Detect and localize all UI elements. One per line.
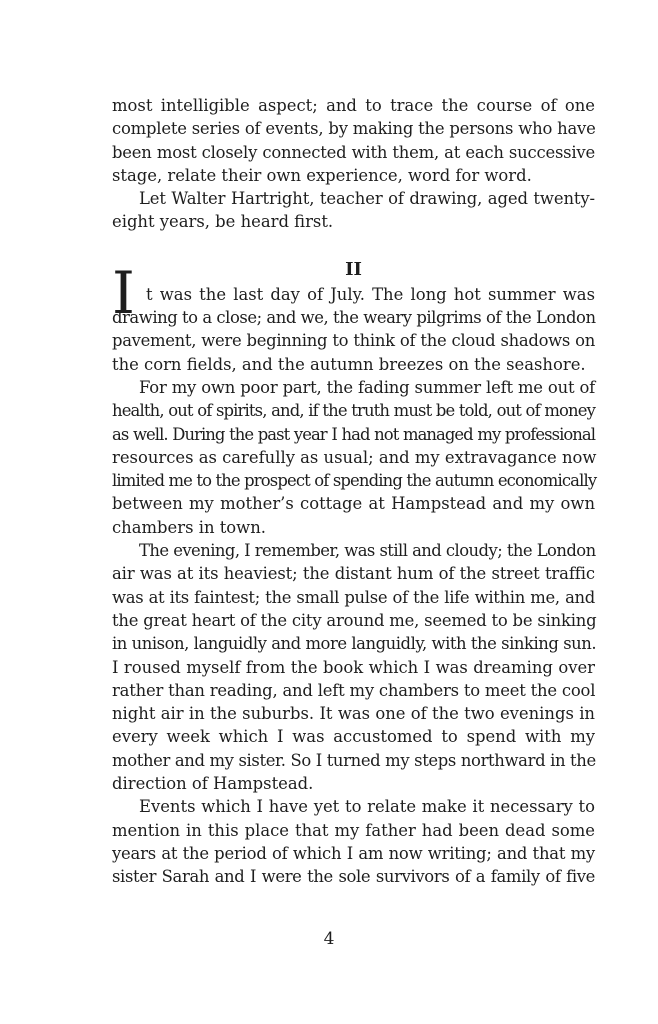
text-line: as well. During the past year I had not managed my professional <box>112 424 595 444</box>
text-line: sister Sarah and I were the sole survivors of a family of five <box>112 867 595 887</box>
text-line: rather than reading, and left my chambers to meet the cool <box>112 680 596 700</box>
drop-cap: I <box>112 258 135 327</box>
text-line: most intelligible aspect; and to trace the course of one <box>112 96 595 115</box>
text-line: was at its faintest; the small pulse of the life within me, and <box>112 587 595 607</box>
text-line: mother and my sister. So I turned my steps northward in the <box>112 750 596 770</box>
chapter-paragraph-2 <box>112 376 595 539</box>
text-line: every week which I was accustomed to spend with my <box>112 727 595 747</box>
text-line: pavement, were beginning to think of the cloud shadows on <box>112 331 595 351</box>
chapter-heading: II <box>345 258 362 280</box>
intro-paragraph-2 <box>112 187 595 234</box>
text-block <box>112 94 595 889</box>
text-line: t was the last day of July. The long hot summer was <box>146 284 595 304</box>
text-line: Let Walter Hartright, teacher of drawing, aged twenty- <box>139 189 595 209</box>
text-line: chambers in town. <box>112 517 266 537</box>
page-number: 4 <box>323 929 335 949</box>
text-line: direction of Hampstead. <box>112 774 314 794</box>
chapter-paragraph-4 <box>112 795 595 888</box>
text-line: For my own poor part, the fading summer left me out of <box>139 377 595 397</box>
text-line: air was at its heaviest; the distant hum of the street traffic <box>112 564 595 584</box>
text-line: eight years, be heard first. <box>112 212 334 232</box>
text-line: the great heart of the city around me, seemed to be sinking <box>112 610 597 630</box>
text-line: been most closely connected with them, at each successive <box>112 142 595 162</box>
text-line: Events which I have yet to relate make it necessary to <box>139 797 595 817</box>
text-line: night air in the suburbs. It was one of the two evenings in <box>112 704 595 724</box>
intro-paragraph <box>112 94 595 187</box>
text-line: in unison, languidly and more languidly, with the sinking sun. <box>112 634 597 654</box>
text-line: health, out of spirits, and, if the truth must be told, out of money <box>112 401 595 421</box>
text-line: limited me to the prospect of spending the autumn economically <box>112 471 597 491</box>
text-line: complete series of events, by making the persons who have <box>112 119 596 139</box>
text-line: The evening, I remember, was still and cloudy; the London <box>139 541 596 561</box>
text-line: mention in this place that my father had been dead some <box>112 820 595 840</box>
text-line: drawing to a close; and we, the weary pilgrims of the London <box>112 308 596 328</box>
chapter-paragraph-3 <box>112 539 595 795</box>
text-line: the corn fields, and the autumn breezes on the seashore. <box>112 354 586 374</box>
text-line: years at the period of which I am now writing; and that my <box>112 843 595 863</box>
text-line: stage, relate their own experience, word for word. <box>112 165 532 185</box>
text-line: between my mother’s cottage at Hampstead and my own <box>112 494 595 514</box>
text-line: I roused myself from the book which I was dreaming over <box>112 657 595 677</box>
text-line: resources as carefully as usual; and my extravagance now <box>112 447 597 467</box>
